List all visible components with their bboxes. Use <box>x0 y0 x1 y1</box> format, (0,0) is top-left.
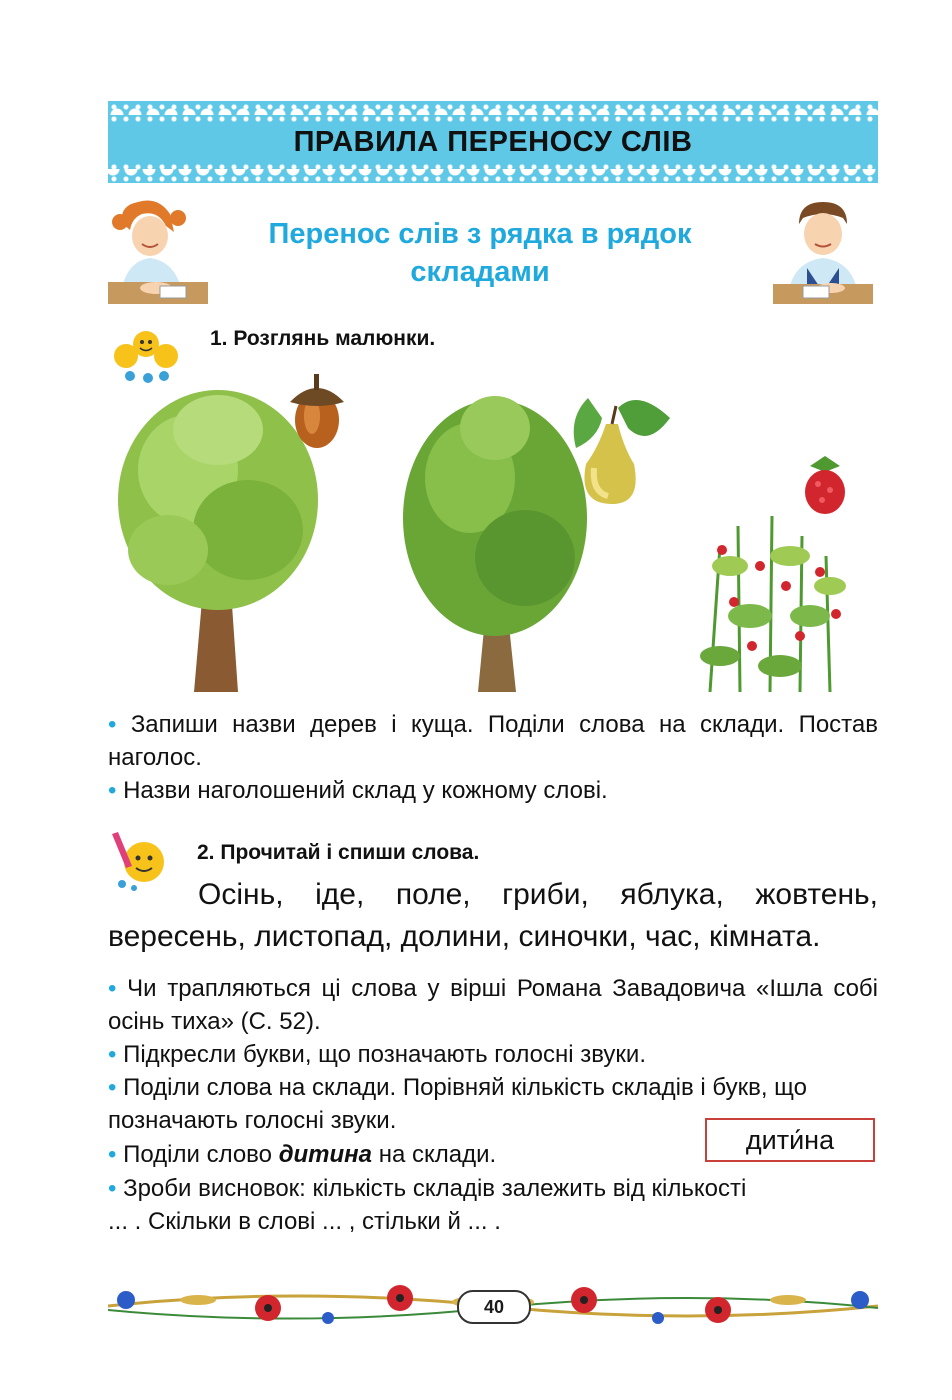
page-title: ПРАВИЛА ПЕРЕНОСУ СЛІВ <box>293 126 693 158</box>
word-list-line-1: Осінь, іде, поле, гриби, яблука, жовтень, <box>198 878 878 911</box>
task-2-instruction-5 <box>108 1172 888 1238</box>
task-2-instruction-1 <box>108 972 878 1038</box>
bullet-marker: • <box>108 1074 117 1101</box>
raspberry-bush-illustration <box>690 506 850 692</box>
header-banner <box>108 101 878 183</box>
task-1-instruction-1-text: Запиши назви дерев і куща. Поділи слова на склади. Постав наголос. <box>108 711 878 771</box>
word-list <box>108 874 878 958</box>
task-1-title: 1. Розглянь малюнки. <box>210 327 436 350</box>
section-subtitle <box>230 215 730 291</box>
word-list-line-2: вересень, листопад, долини, синочки, час, кімната. <box>108 920 821 953</box>
bullet-marker: • <box>108 1175 117 1202</box>
subtitle-line-1: Перенос слів з рядка в рядок <box>268 218 692 250</box>
task-2-instruction-4 <box>108 1138 698 1171</box>
bullet-marker: • <box>108 1041 117 1068</box>
bullet-marker: • <box>108 711 117 738</box>
task-2-instruction-4-post: на склади. <box>372 1141 497 1168</box>
acorn-icon <box>284 366 350 450</box>
task-2-instruction-2-text: Підкресли букви, що позначають голосні звуки. <box>123 1041 647 1068</box>
raspberry-fruit-icon <box>800 456 850 516</box>
task-2-instruction-2 <box>108 1038 878 1071</box>
highlighted-word: дитина <box>278 1141 373 1168</box>
bullet-marker: • <box>108 1141 117 1168</box>
lace-decoration-bottom <box>108 169 878 183</box>
task-1-instruction-2-text: Назви наголошений склад у кожному слові. <box>123 777 608 804</box>
task-1-instruction-1 <box>108 708 878 774</box>
pear-fruit-icon <box>558 388 676 508</box>
task-2-instruction-4-pre: Поділи слово <box>123 1141 279 1168</box>
smiley-faces-icon <box>108 326 184 384</box>
stress-example-box: дити́на <box>705 1118 875 1162</box>
subtitle-line-2: складами <box>410 256 550 288</box>
task-2-title: 2. Прочитай і спиши слова. <box>197 841 480 864</box>
task-2-instruction-5-line-1: Зроби висновок: кількість складів залежить від кількості <box>123 1175 747 1202</box>
task-2-instruction-3-text: Поділи слова на склади. Порівняй кількість складів і букв, що позначають голосні звуки. <box>108 1074 808 1134</box>
task-2-instruction-5-line-2: ... . Скільки в слові ... , стільки й ... . <box>108 1208 501 1235</box>
boy-student-illustration <box>773 196 873 306</box>
bullet-marker: • <box>108 975 117 1002</box>
bullet-marker: • <box>108 777 117 804</box>
task-2-instruction-1-text: Чи трапляються ці слова у вірші Романа Завадовича «Ішла собі осінь тиха» (С. 52). <box>108 975 879 1035</box>
task-1-instruction-2 <box>108 774 878 807</box>
page-number: 40 <box>457 1290 531 1324</box>
lace-decoration-top <box>108 101 878 115</box>
girl-student-illustration <box>108 196 208 306</box>
